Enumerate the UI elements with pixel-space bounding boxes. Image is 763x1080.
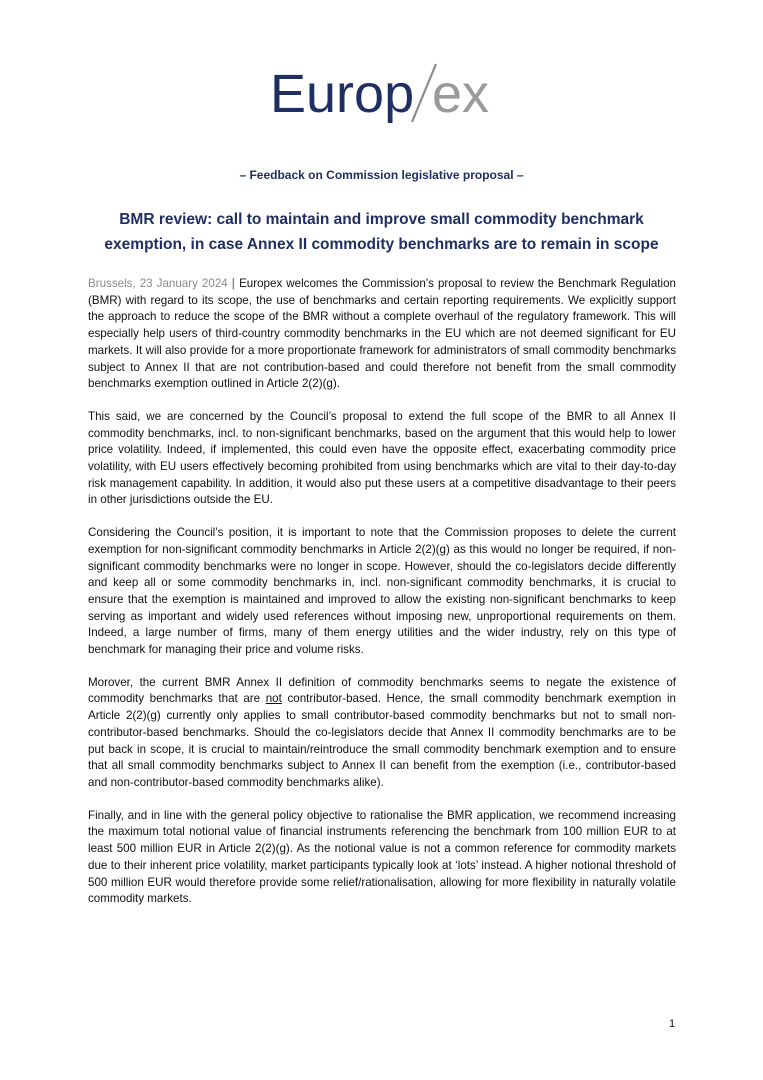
logo-text-ex: ex (431, 64, 489, 124)
document-title: BMR review: call to maintain and improve small commodity benchmark exemption, in case Annex II commodity benchmarks are to remain in scope (104, 211, 659, 253)
document-subheading: – Feedback on Commission legislative proposal – (239, 168, 524, 182)
paragraph-1-text: Europex welcomes the Commission’s proposal to review the Benchmark Regulation (BMR) with regard to its scope, the use of benchmarks and certain reporting requirements. We explicitly support the approach to reduce the scope of the BMR without a complete overhaul of the regulatory framework. This will especially help users of third-country commodity benchmarks in the EU which are not deemed significant for EU markets. It will also provide for a more proportionate framework for administrators of small commodity benchmarks subject to Annex II that are not contribution-based and could therefore not benefit from the small commodity benchmarks exemption outlined in Article 2(2)(g). (88, 277, 676, 391)
paragraph-3: Considering the Council’s position, it is important to note that the Commission proposes to delete the current exemption for non-significant commodity benchmarks in Article 2(2)(g) as this would no longer be required, if non-significant commodity benchmarks were no longer in scope. However, should the co-legislators decide differently and keep all or some commodity benchmarks in, incl. non-significant commodity benchmarks, it is crucial to ensure that the exemption is maintained and improved to allow the existing non-significant benchmarks to keep serving as important and widely used references without imposing new, unproportional requirements on them. Indeed, a large number of firms, many of them energy utilities and the wider industry, rely on this type of benchmark for managing their price and volume risks. (88, 526, 676, 657)
paragraph-1 (88, 276, 676, 393)
document-body (88, 276, 676, 924)
paragraph-5: Finally, and in line with the general policy objective to rationalise the BMR application, we recommend increasing the maximum total notional value of financial instruments referencing the benchmark from 100 million EUR to at least 500 million EUR in Article 2(2)(g). As the notional value is not a common reference for commodity markets due to their inherent price volatility, market participants typically look at ‘lots’ instead. A higher notional threshold of 500 million EUR would therefore provide some relief/rationalisation, allowing for more flexibility in naturally volatile commodity markets. (88, 808, 676, 906)
paragraph-2: This said, we are concerned by the Council’s proposal to extend the full scope of the BMR to all Annex II commodity benchmarks, incl. to non-significant benchmarks, based on the argument that this would help to lower price volatility. Indeed, if implemented, this could even have the opposite effect, exacerbating commodity price volatility, with EU users effectively becoming prohibited from using benchmarks which are vital to their day-to-day risk management capability. In addition, it would also put these users at a competitive disadvantage to their peers in other jurisdictions outside the EU. (88, 409, 676, 507)
europex-logo (0, 60, 763, 130)
paragraph-4-text-before: Morover, the current BMR Annex II definition of commodity benchmarks seems to negate the existence of commodity benchmarks that are (88, 675, 676, 706)
dateline: Brussels, 23 January 2024 (88, 277, 228, 290)
page-number: 1 (669, 1018, 676, 1030)
dateline-separator: | (231, 277, 236, 290)
paragraph-4-underlined: not (265, 692, 282, 706)
paragraph-4 (88, 675, 676, 792)
europex-logo-mark (262, 60, 502, 130)
logo-text-main: Europ (269, 64, 414, 124)
paragraph-4-text-after: contributor-based. Hence, the small commodity benchmark exemption in Article 2(2)(g) currently only applies to small contributor-based commodity benchmarks but not to small non-contributor-based benchmarks. Should the co-legislators decide that Annex II commodity benchmarks are to be put back in scope, it is crucial to maintain/reintroduce the small commodity benchmark exemption and to ensure that all small commodity benchmarks subject to Annex II can benefit from the exemption (i.e., contributor-based and non-contributor-based commodity benchmarks alike). (88, 692, 676, 789)
